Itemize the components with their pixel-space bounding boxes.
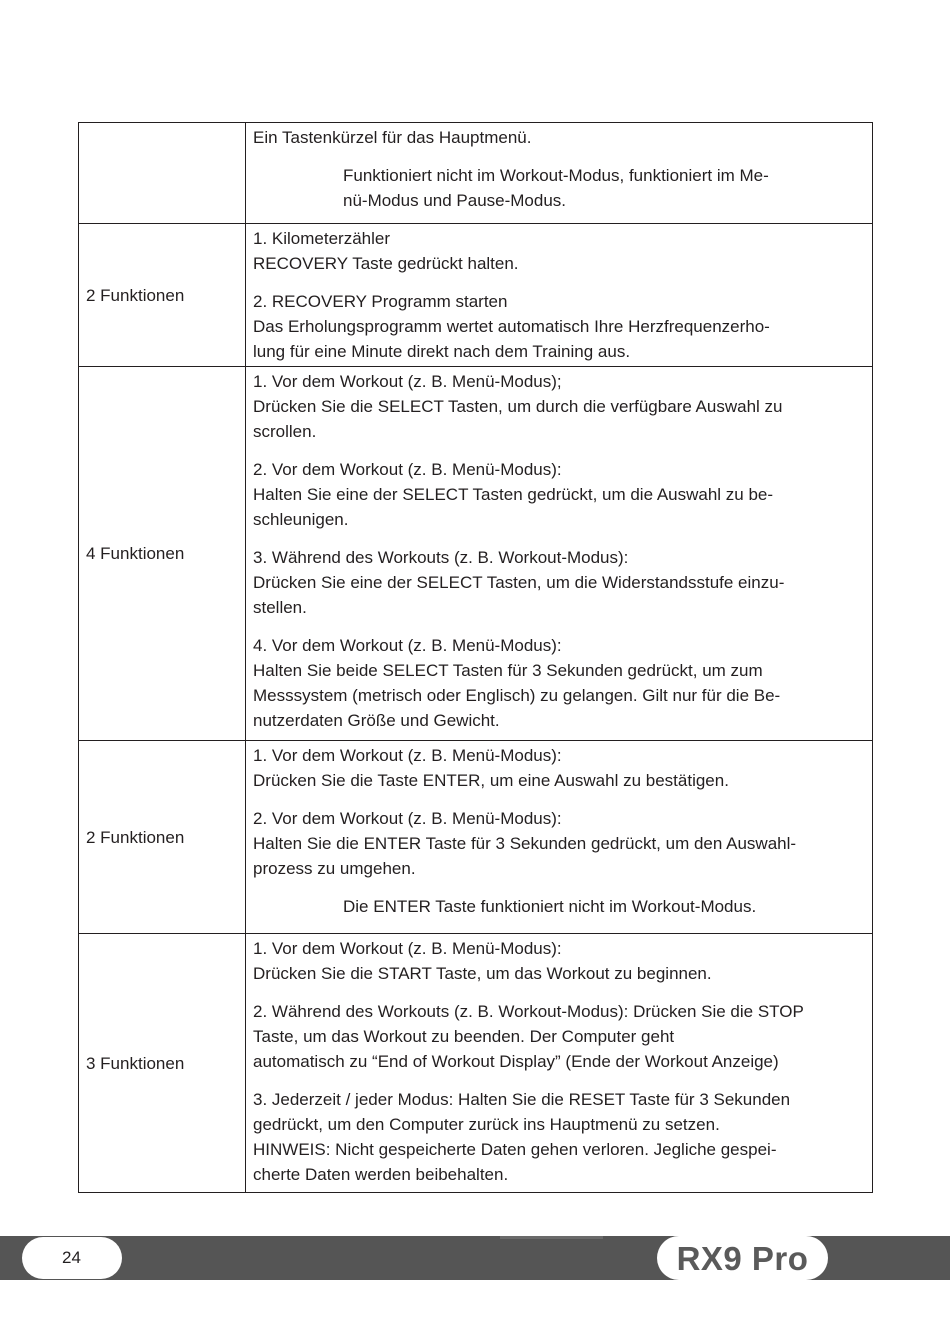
text-line: Drücken Sie eine der SELECT Tasten, um die Widerstandsstufe einzu-: [253, 573, 785, 592]
description-paragraph: [253, 743, 864, 793]
text-line: Halten Sie die ENTER Taste für 3 Sekunden gedrückt, um den Auswahl-: [253, 834, 797, 853]
page-number: 24: [62, 1248, 81, 1267]
text-line: Drücken Sie die Taste ENTER, um eine Auswahl zu bestätigen.: [253, 771, 729, 790]
function-count-label: 2 Funktionen: [86, 285, 185, 305]
text-line: 3. Jederzeit / jeder Modus: Halten Sie die RESET Taste für 3 Sekunden: [253, 1090, 791, 1109]
text-line: 1. Kilometerzähler: [253, 229, 391, 248]
text-line: nü-Modus und Pause-Modus.: [343, 191, 567, 210]
description-paragraph: [253, 545, 864, 620]
function-count-label: 3 Funktionen: [86, 1053, 185, 1073]
table-row: [79, 741, 873, 934]
text-line: scrollen.: [253, 422, 317, 441]
function-description-cell: [246, 934, 873, 1193]
description-paragraph: [253, 369, 864, 444]
text-line: automatisch zu “End of Workout Display” (Ende der Workout Anzeige): [253, 1052, 779, 1071]
text-line: Messsystem (metrisch oder Englisch) zu gelangen. Gilt nur für die Be-: [253, 686, 781, 705]
text-line: 1. Vor dem Workout (z. B. Menü-Modus):: [253, 939, 562, 958]
function-table: [78, 122, 873, 1193]
text-line: prozess zu umgehen.: [253, 859, 416, 878]
text-line: schleunigen.: [253, 510, 349, 529]
function-description-cell: [246, 123, 873, 224]
function-description-cell: [246, 741, 873, 934]
text-line: Halten Sie eine der SELECT Tasten gedrückt, um die Auswahl zu be-: [253, 485, 774, 504]
description-paragraph: [253, 633, 864, 733]
text-line: gedrückt, um den Computer zurück ins Hauptmenü zu setzen.: [253, 1115, 720, 1134]
text-line: Ein Tastenkürzel für das Hauptmenü.: [253, 128, 532, 147]
text-line: 2. Vor dem Workout (z. B. Menü-Modus):: [253, 809, 562, 828]
description-paragraph: [253, 289, 864, 364]
text-line: 1. Vor dem Workout (z. B. Menü-Modus):: [253, 746, 562, 765]
text-line: 2. RECOVERY Programm starten: [253, 292, 508, 311]
table-row: [79, 934, 873, 1193]
function-count-cell: [79, 741, 246, 934]
description-paragraph: [253, 457, 864, 532]
text-line: Das Erholungsprogramm wertet automatisch Ihre Herzfrequenzerho-: [253, 317, 770, 336]
description-paragraph: [253, 125, 864, 150]
description-paragraph: [253, 226, 864, 276]
note-paragraph: [253, 163, 864, 213]
text-line: cherte Daten werden beibehalten.: [253, 1165, 509, 1184]
footer-notch: [500, 1236, 603, 1239]
function-count-cell: [79, 934, 246, 1193]
page-number-badge: [22, 1237, 122, 1279]
text-line: RECOVERY Taste gedrückt halten.: [253, 254, 519, 273]
text-line: lung für eine Minute direkt nach dem Training aus.: [253, 342, 631, 361]
text-line: Die ENTER Taste funktioniert nicht im Workout-Modus.: [343, 897, 757, 916]
table-row: [79, 123, 873, 224]
brand-logo: RX9 Pro: [657, 1236, 828, 1280]
text-line: 2. Während des Workouts (z. B. Workout-Modus): Drücken Sie die STOP: [253, 1002, 804, 1021]
function-description-cell: [246, 224, 873, 367]
text-line: nutzerdaten Größe und Gewicht.: [253, 711, 500, 730]
text-line: 2. Vor dem Workout (z. B. Menü-Modus):: [253, 460, 562, 479]
function-count-cell: [79, 123, 246, 224]
description-paragraph: [253, 1087, 864, 1187]
text-line: Taste, um das Workout zu beenden. Der Computer geht: [253, 1027, 675, 1046]
function-count-label: 2 Funktionen: [86, 827, 185, 847]
description-paragraph: [253, 936, 864, 986]
function-table-body: [79, 123, 873, 1193]
text-line: 1. Vor dem Workout (z. B. Menü-Modus);: [253, 372, 562, 391]
function-count-label: 4 Funktionen: [86, 544, 185, 563]
function-count-cell: [79, 367, 246, 741]
text-line: 4. Vor dem Workout (z. B. Menü-Modus):: [253, 636, 562, 655]
text-line: stellen.: [253, 598, 307, 617]
text-line: Funktioniert nicht im Workout-Modus, funktioniert im Me-: [343, 166, 769, 185]
description-paragraph: [253, 806, 864, 881]
table-row: [79, 224, 873, 367]
text-line: Drücken Sie die START Taste, um das Workout zu beginnen.: [253, 964, 712, 983]
description-paragraph: [253, 999, 864, 1074]
function-count-cell: [79, 224, 246, 367]
text-line: 3. Während des Workouts (z. B. Workout-Modus):: [253, 548, 629, 567]
text-line: Halten Sie beide SELECT Tasten für 3 Sekunden gedrückt, um zum: [253, 661, 763, 680]
text-line: Drücken Sie die SELECT Tasten, um durch die verfügbare Auswahl zu: [253, 397, 783, 416]
note-paragraph: [253, 894, 864, 919]
function-description-cell: [246, 367, 873, 741]
text-line: HINWEIS: Nicht gespeicherte Daten gehen verloren. Jegliche gespei-: [253, 1140, 777, 1159]
table-row: [79, 367, 873, 741]
